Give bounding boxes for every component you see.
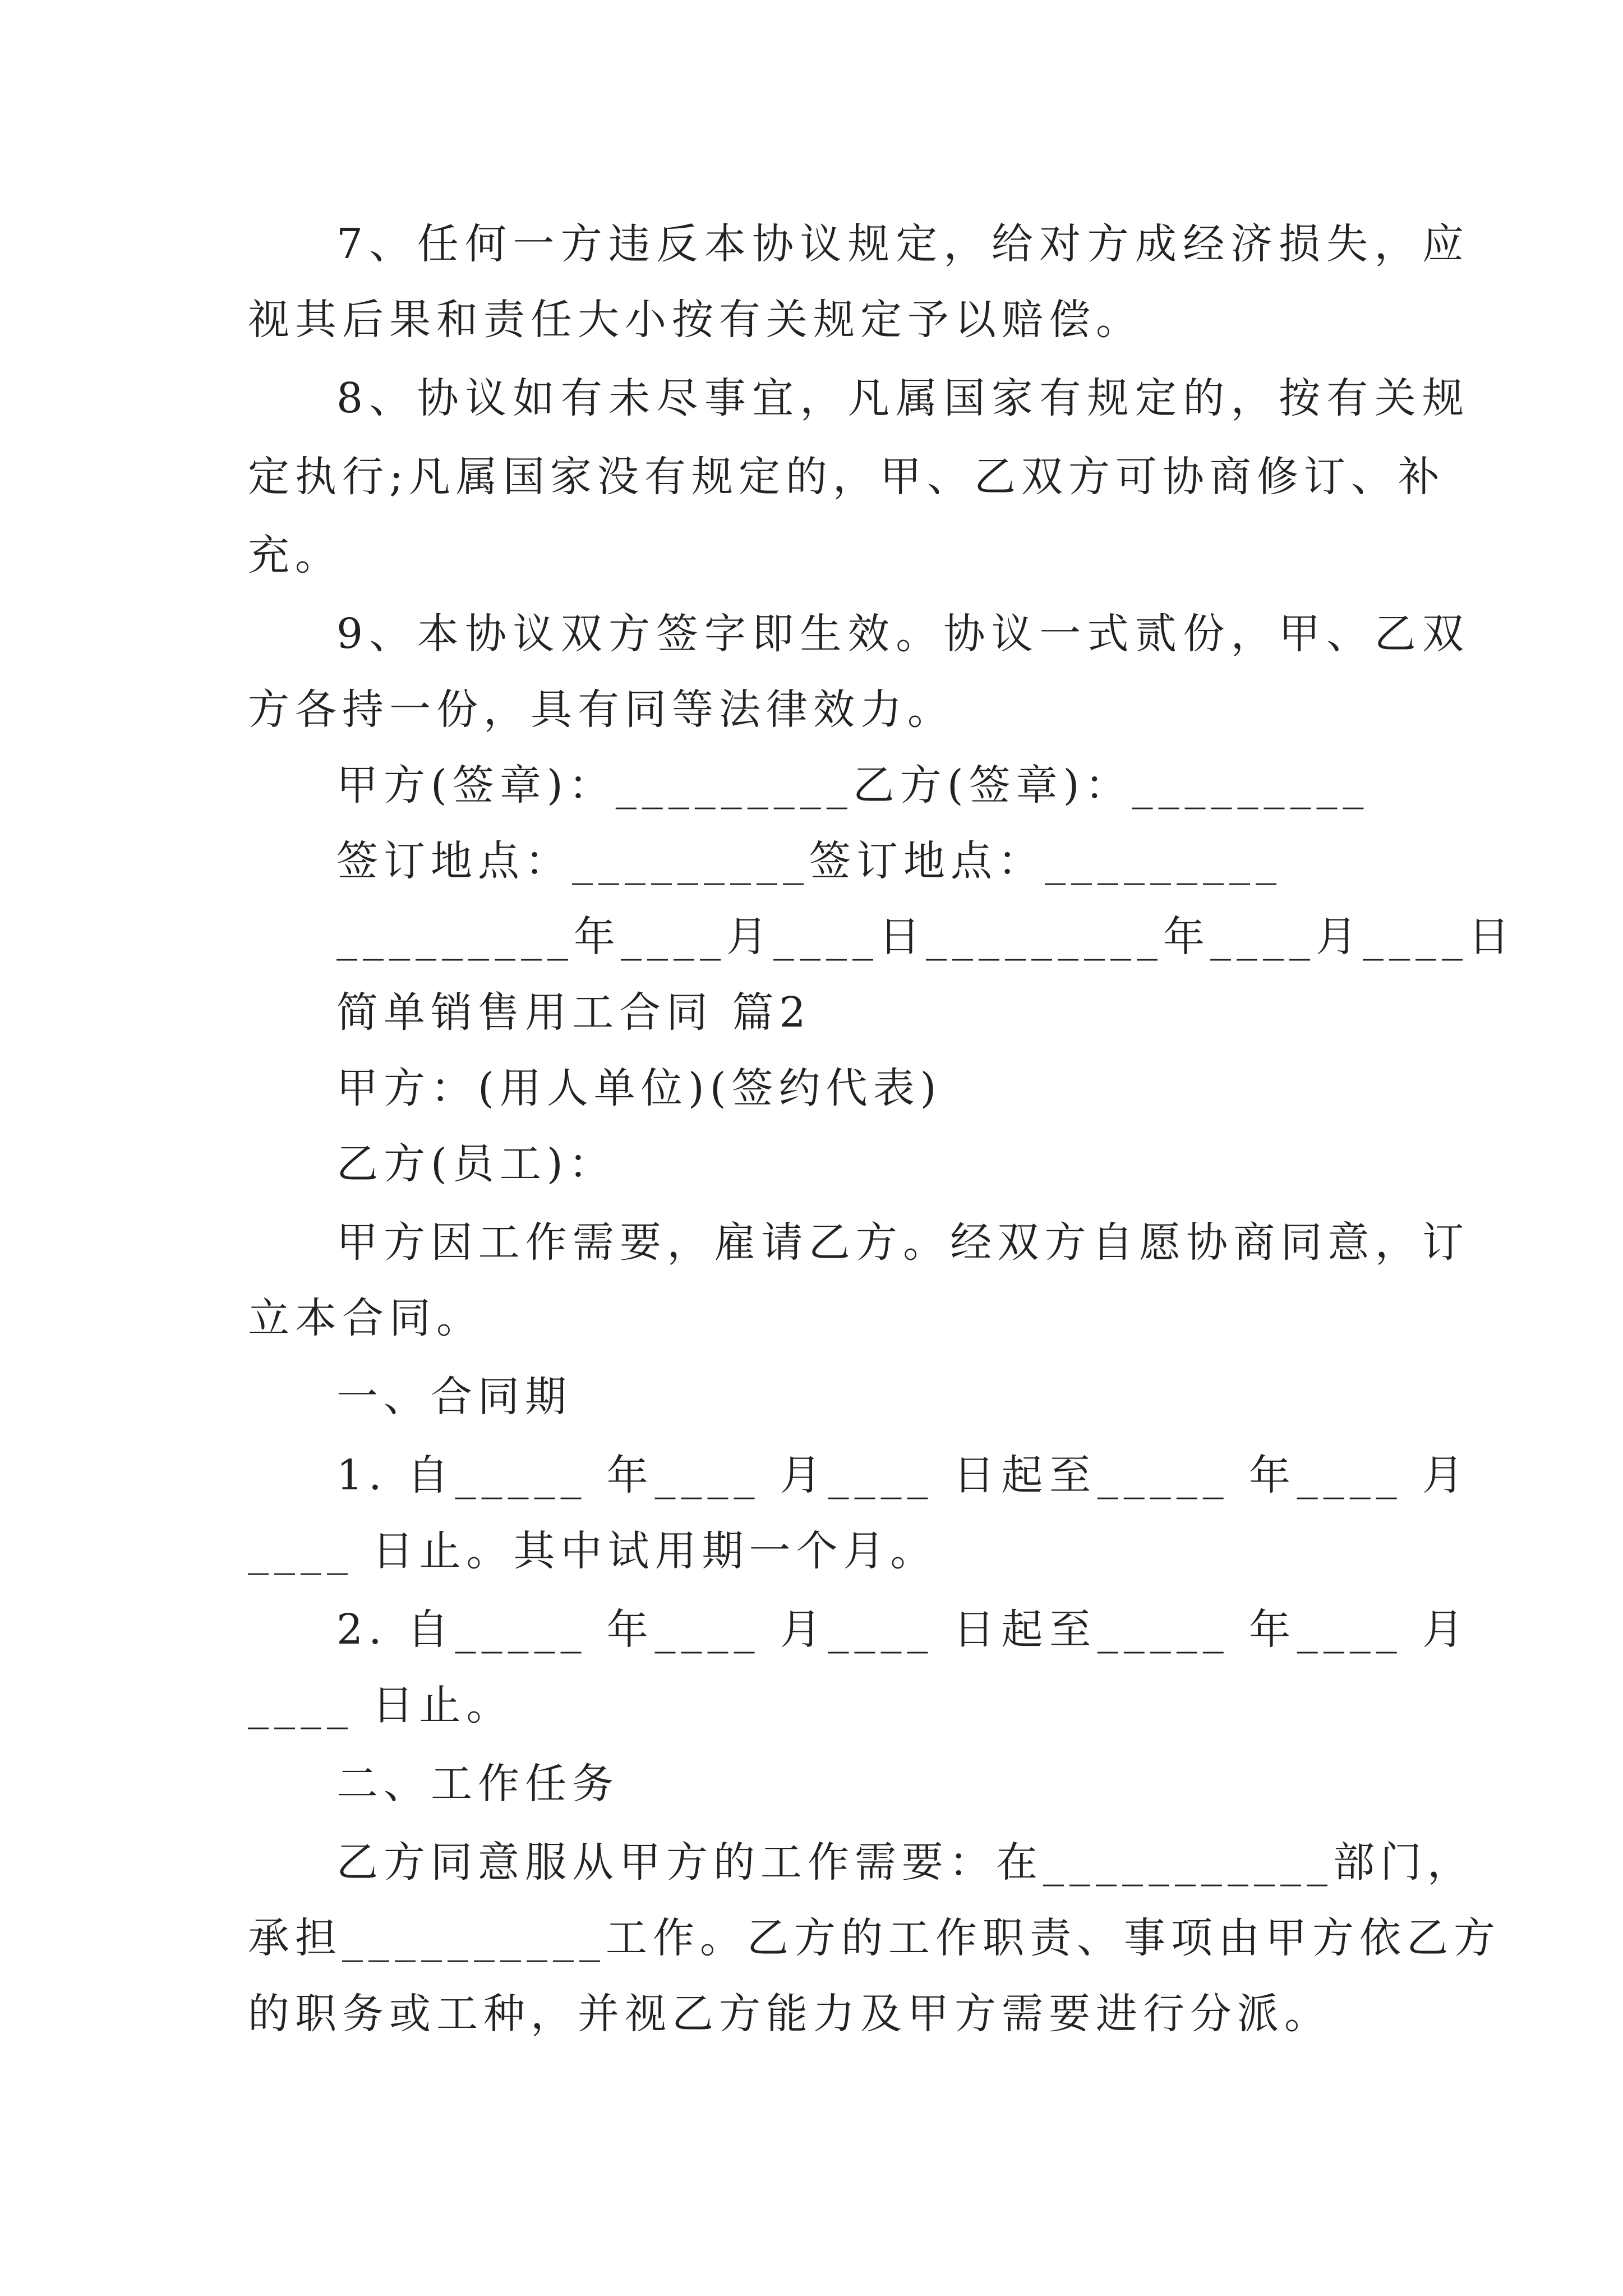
section-title: 简单销售用工合同 篇2 (336, 988, 811, 1037)
clause-8-line-2: 定执行;凡属国家没有规定的，甲、乙双方可协商修订、补 (248, 453, 1445, 501)
clause-9-line-1: 9、本协议双方签字即生效。协议一式贰份，甲、乙双 (336, 610, 1469, 658)
heading-work-task: 二、工作任务 (336, 1760, 619, 1808)
clause-7-line-2: 视其后果和责任大小按有关规定予以赔偿。 (248, 296, 1143, 344)
clause-7-line-1: 7、任何一方违反本协议规定，给对方成经济损失，应 (336, 220, 1469, 268)
clause-8-line-1: 8、协议如有未尽事宜，凡属国家有规定的，按有关规 (336, 374, 1469, 422)
work-task-line-1: 乙方同意服从甲方的工作需要：在___________部门， (336, 1838, 1474, 1887)
party-b-line: 乙方(员工)： (336, 1140, 616, 1188)
signature-line: 甲方(签章)：_________乙方(签章)：_________ (336, 761, 1370, 809)
period-2-line-1: 2. 自_____ 年____ 月____ 日起至_____ 年____ 月 (336, 1605, 1469, 1654)
preamble-line-2: 立本合同。 (248, 1294, 483, 1342)
heading-contract-period: 一、合同期 (336, 1373, 572, 1421)
work-task-line-2: 承担__________工作。乙方的工作职责、事项由甲方依乙方 (248, 1914, 1501, 1962)
signing-place-line: 签订地点：_________签订地点：_________ (336, 837, 1282, 885)
preamble-line-1: 甲方因工作需要，雇请乙方。经双方自愿协商同意，订 (336, 1218, 1469, 1267)
period-1-line-2: ____ 日止。其中试用期一个月。 (248, 1527, 938, 1575)
period-1-line-1: 1. 自_____ 年____ 月____ 日起至_____ 年____ 月 (336, 1451, 1469, 1499)
work-task-line-3: 的职务或工种，并视乙方能力及甲方需要进行分派。 (248, 1990, 1331, 2038)
clause-9-line-2: 方各持一份，具有同等法律效力。 (248, 685, 955, 734)
clause-8-line-3: 充。 (248, 531, 342, 579)
party-a-line: 甲方：(用人单位)(签约代表) (336, 1064, 942, 1112)
period-2-line-2: ____ 日止。 (248, 1681, 514, 1729)
signing-date-line: _________年____月____日_________年____月____日 (336, 913, 1515, 961)
